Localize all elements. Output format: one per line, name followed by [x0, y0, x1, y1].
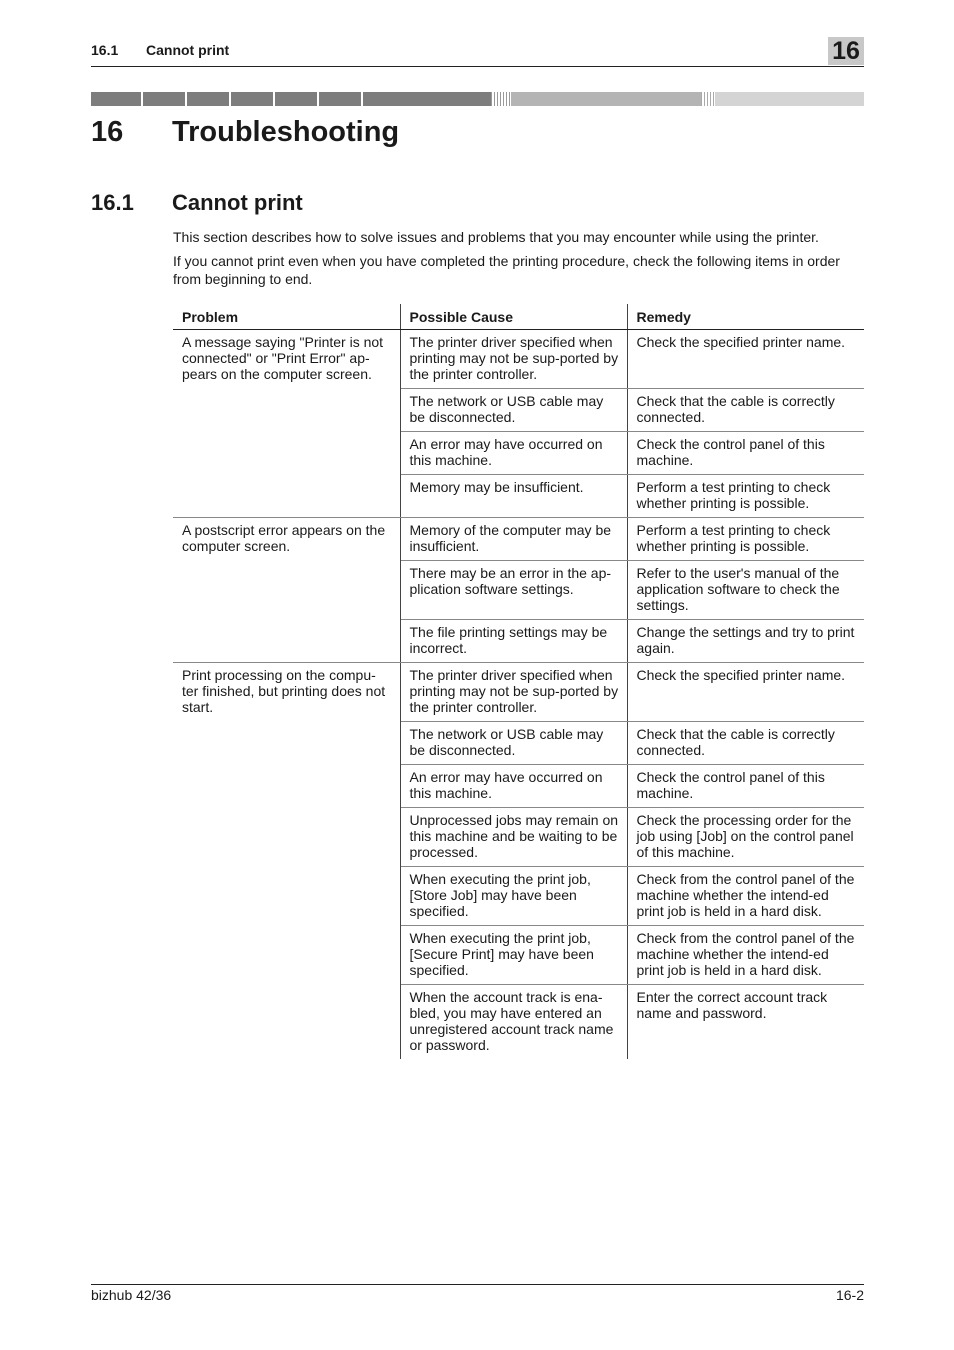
table-row: [173, 330, 864, 389]
bar-segment: [185, 92, 187, 106]
remedy-cell: Check the control panel of this machine.: [627, 765, 864, 808]
cause-cell: When executing the print job, [Secure Print] may have been specified.: [400, 926, 627, 985]
remedy-cell: Check that the cable is correctly connected.: [627, 389, 864, 432]
cause-cell: Memory of the computer may be insufficient.: [400, 518, 627, 561]
remedy-cell: Perform a test printing to check whether printing is possible.: [627, 475, 864, 518]
remedy-cell: Check from the control panel of the machine whether the intend-ed print job is held in a hard disk.: [627, 926, 864, 985]
section-title: Cannot print: [172, 190, 303, 215]
problem-cell: A message saying "Printer is not connected" or "Print Error" ap-pears on the computer screen.: [173, 330, 400, 518]
problem-cell: A postscript error appears on the computer screen.: [173, 518, 400, 663]
chapter-heading: [91, 116, 399, 149]
bar-segment: [491, 92, 511, 106]
intro-paragraph: If you cannot print even when you have completed the printing procedure, check the following items in order from beginning to end.: [173, 253, 840, 287]
bar-segment: [361, 92, 363, 106]
remedy-cell: Enter the correct account track name and password.: [636, 989, 828, 1021]
intro-paragraph: This section describes how to solve issues and problems that you may encounter while using the printer.: [173, 229, 819, 245]
remedy-cell: Refer to the user's manual of the application software to check the settings.: [627, 561, 864, 620]
column-header-remedy: Remedy: [627, 304, 864, 330]
cause-cell: Memory may be insufficient.: [400, 475, 627, 518]
table-header-row: [173, 304, 864, 330]
cause-cell: Unprocessed jobs may remain on this machine and be waiting to be processed.: [400, 808, 627, 867]
cause-cell: The printer driver specified when printing may not be sup-ported by the printer controller.: [400, 663, 627, 722]
bar-segment: [715, 92, 864, 106]
remedy-cell: Check the processing order for the job using [Job] on the control panel of this machine.: [627, 808, 864, 867]
table-row: [173, 518, 864, 561]
bar-segment: [273, 92, 275, 106]
remedy-cell: Check that the cable is correctly connected.: [627, 722, 864, 765]
remedy-cell: Check the control panel of this machine.: [627, 432, 864, 475]
decorative-bar: [91, 92, 864, 106]
chapter-title: Troubleshooting: [172, 116, 400, 148]
remedy-cell: Change the settings and try to print again.: [627, 620, 864, 663]
cause-cell: The network or USB cable may be disconnected.: [400, 722, 627, 765]
cause-cell: An error may have occurred on this machine.: [400, 432, 627, 475]
bar-segment: [91, 92, 491, 106]
cause-cell: An error may have occurred on this machine.: [400, 765, 627, 808]
remedy-cell: Perform a test printing to check whether printing is possible.: [627, 518, 864, 561]
cause-cell: The file printing settings may be incorrect.: [400, 620, 627, 663]
column-header-cause: Possible Cause: [400, 304, 627, 330]
table-row: [173, 663, 864, 722]
header-section-title: Cannot print: [146, 42, 230, 58]
cause-cell: There may be an error in the ap-plication software settings.: [400, 561, 627, 620]
remedy-cell: Check the specified printer name.: [627, 663, 864, 722]
bar-segment: [701, 92, 715, 106]
troubleshooting-table: [173, 304, 864, 1059]
bar-segment: [317, 92, 319, 106]
remedy-cell: Check from the control panel of the machine whether the intend-ed print job is held in a hard disk.: [627, 867, 864, 926]
running-header: [91, 37, 864, 67]
bar-segment: [511, 92, 701, 106]
remedy-cell: Check the specified printer name.: [627, 330, 864, 389]
section-number: 16.1: [91, 190, 134, 215]
bar-segment: [229, 92, 231, 106]
bar-segment: [141, 92, 143, 106]
footer-page-number: 16-2: [835, 1287, 864, 1303]
footer-product-name: bizhub 42/36: [91, 1287, 172, 1303]
cause-cell: When the account track is ena-bled, you may have entered an unregistered account track name or password.: [400, 985, 627, 1060]
cause-cell: When executing the print job, [Store Job] may have been specified.: [400, 867, 627, 926]
page-footer: [91, 1284, 864, 1303]
section-heading: [91, 190, 303, 216]
chapter-number: 16: [91, 116, 124, 148]
chapter-badge: 16: [828, 37, 864, 65]
cause-cell: The network or USB cable may be disconnected.: [400, 389, 627, 432]
problem-cell: Print processing on the compu-ter finished, but printing does not start.: [173, 663, 400, 1060]
header-section-number: 16.1: [91, 42, 119, 58]
column-header-problem: Problem: [173, 304, 400, 330]
cause-cell: The printer driver specified when printing may not be sup-ported by the printer controller.: [400, 330, 627, 389]
